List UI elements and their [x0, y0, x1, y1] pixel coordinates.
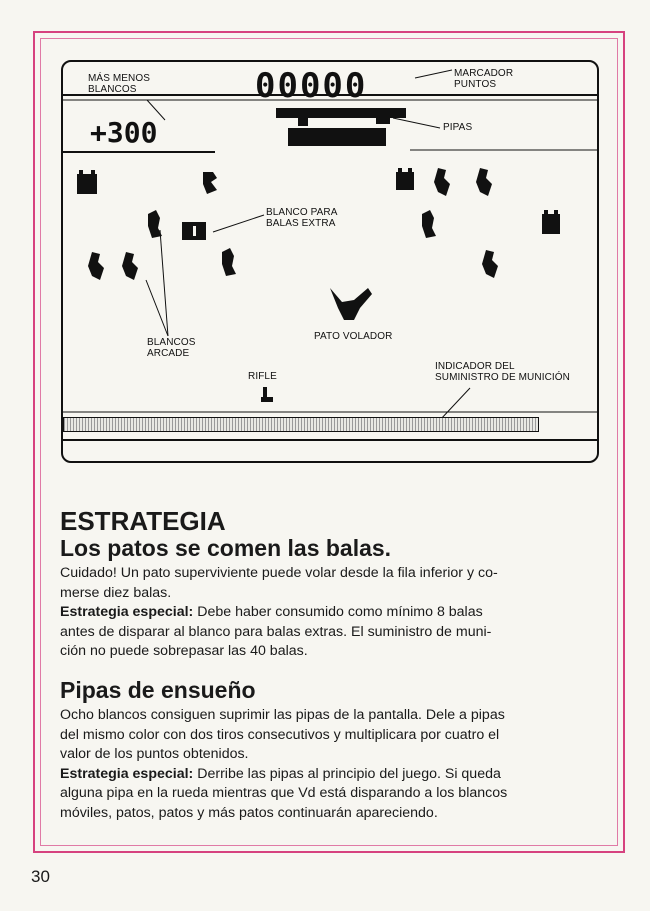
extra-bullets-target — [182, 222, 206, 240]
label-indicador: INDICADOR DEL SUMINISTRO DE MUNICIÓN — [435, 361, 570, 383]
score-counter: 00000 — [255, 66, 368, 106]
pipes-graphic — [276, 108, 406, 146]
target-cat-2 — [396, 168, 414, 190]
target-duck-4 — [222, 248, 236, 276]
target-rabbit-3 — [88, 252, 104, 280]
target-duck-1 — [203, 172, 217, 194]
page-number: 30 — [31, 867, 50, 886]
target-rabbit-2 — [476, 168, 492, 196]
section2-title: Pipas de ensueño — [60, 677, 256, 703]
label-pipas: PIPAS — [443, 122, 473, 133]
flying-duck — [330, 288, 372, 320]
section2-paragraph: Ocho blancos consiguen suprimir las pipas de la pantalla. Dele a pipas del mismo color con dos tiros consecutivos y multiplicara por cuatro el valor de los puntos obtenidos. Estrategia especial: Derribe las pipas al principio del juego. Si queda alguna pipa en la rueda mientras que Vd está disparando a los blancos móviles, patos, patos y más patos continuarán apareciendo. — [60, 707, 508, 821]
target-cat-1 — [77, 170, 97, 194]
target-duck-3 — [422, 210, 436, 238]
target-rabbit-5 — [482, 250, 498, 278]
target-rabbit-1 — [434, 168, 450, 196]
rifle-icon — [261, 387, 273, 402]
label-marcador: MARCADOR PUNTOS — [454, 68, 514, 90]
label-pato-volador: PATO VOLADOR — [314, 331, 393, 342]
bonus-counter: +300 — [90, 116, 158, 149]
label-blanco-balas: BLANCO PARA BALAS EXTRA — [266, 207, 338, 229]
section1-paragraph: Cuidado! Un pato superviviente puede volar desde la fila inferior y co- merse diez balas. Estrategia especial: Debe haber consumido como mínimo 8 balas antes de disparar al blanco para balas extras. El suministro de muni- ción no puede sobrepasar las 40 balas. — [60, 565, 498, 659]
label-blancos-arcade: BLANCOS ARCADE — [147, 337, 196, 359]
strategy-heading: ESTRATEGIA — [60, 506, 226, 536]
section1-title: Los patos se comen las balas. — [60, 535, 392, 561]
label-mas-menos: MÁS MENOS BLANCOS — [88, 73, 151, 95]
target-duck-2 — [148, 210, 162, 238]
ammo-supply-bar — [63, 417, 539, 432]
label-rifle: RIFLE — [248, 371, 277, 382]
target-rabbit-4 — [122, 252, 138, 280]
target-cat-3 — [542, 210, 560, 234]
